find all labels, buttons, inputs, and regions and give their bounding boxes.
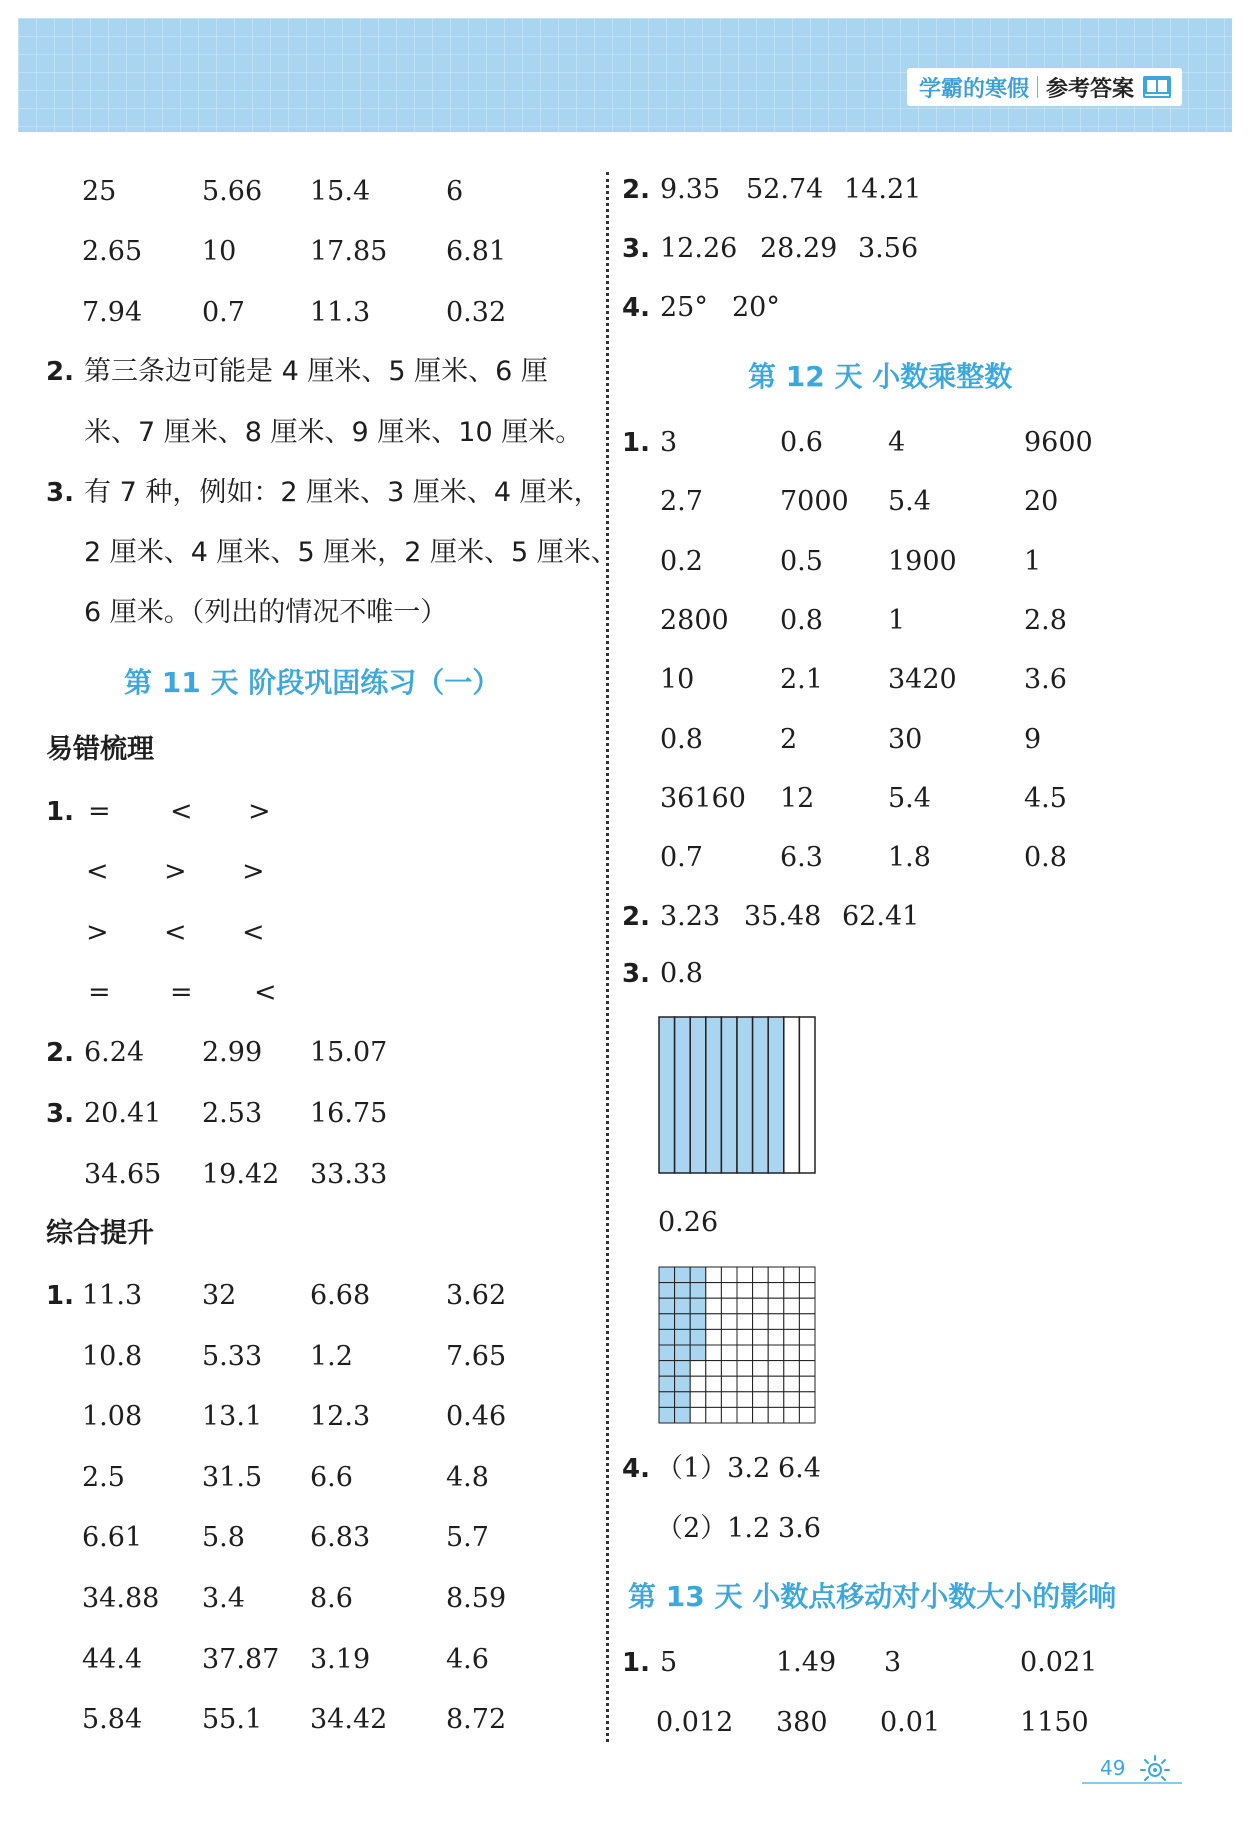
shaded-cell xyxy=(675,1298,691,1314)
shaded-strip xyxy=(737,1017,753,1173)
value-cell: 6.24 xyxy=(84,1037,145,1068)
empty-cell xyxy=(721,1283,737,1299)
empty-cell xyxy=(737,1392,753,1408)
question-number: 3. xyxy=(622,234,650,264)
value-cell: 0.7 xyxy=(660,842,703,874)
value-cell: 2.1 xyxy=(780,664,823,696)
value-cell: 25 xyxy=(82,176,117,207)
question-number: 2. xyxy=(46,1038,74,1068)
empty-cell xyxy=(690,1376,706,1392)
empty-cell xyxy=(784,1392,800,1408)
shaded-cell xyxy=(659,1329,675,1345)
value-cell: 0.8 xyxy=(780,604,823,636)
value-cell: 1.49 xyxy=(776,1647,837,1678)
question-number: 1. xyxy=(46,1281,74,1311)
value-cell: 31.5 xyxy=(202,1461,263,1493)
shaded-cell xyxy=(675,1267,691,1283)
value-cell: < xyxy=(242,917,265,948)
value-cell: 11.3 xyxy=(82,1280,143,1311)
empty-cell xyxy=(721,1298,737,1314)
value-cell: 0.6 xyxy=(780,427,823,458)
shaded-cell xyxy=(675,1345,691,1361)
empty-cell xyxy=(737,1314,753,1330)
value-cell: > xyxy=(164,856,187,887)
column-divider xyxy=(606,172,609,1742)
value-cell: 1.08 xyxy=(82,1401,143,1433)
empty-cell xyxy=(768,1376,784,1392)
value-cell: 1.2 xyxy=(310,1340,353,1372)
value-cell: 3420 xyxy=(888,664,957,696)
value-cell: 3.4 xyxy=(202,1583,245,1614)
value-cell: 0.46 xyxy=(446,1401,507,1433)
answer-text: 2 厘米、4 厘米、5 厘米，2 厘米、5 厘米、 xyxy=(84,537,618,568)
value-cell: 1 xyxy=(888,604,906,636)
header-label xyxy=(907,68,1182,106)
value-cell: 0.01 xyxy=(880,1707,941,1738)
shaded-cell xyxy=(675,1392,691,1408)
value-cell: 5.4 xyxy=(888,782,931,814)
value-cell: 25° xyxy=(660,292,708,323)
value-cell: 1.8 xyxy=(888,842,931,874)
answer-text: 有 7 种，例如：2 厘米、3 厘米、4 厘米， xyxy=(84,477,601,508)
value-cell: 3.62 xyxy=(446,1280,507,1311)
question-number: 2. xyxy=(622,902,650,932)
value-cell: 2.5 xyxy=(82,1461,125,1493)
value-cell: < xyxy=(170,796,193,827)
empty-cell xyxy=(753,1267,769,1283)
value-cell: 33.33 xyxy=(310,1159,388,1190)
section-heading-day11: 第 11 天 阶段巩固练习（一） xyxy=(124,666,501,699)
answer-text: 6 厘米。（列出的情况不唯一） xyxy=(84,597,448,628)
shaded-strip xyxy=(768,1017,784,1173)
value-cell: 32 xyxy=(202,1280,237,1311)
empty-cell xyxy=(784,1376,800,1392)
question-number: 1. xyxy=(622,428,650,458)
empty-cell xyxy=(753,1407,769,1423)
empty-cell xyxy=(753,1361,769,1377)
shaded-cell xyxy=(675,1314,691,1330)
value-cell: 15.07 xyxy=(310,1037,388,1068)
value-cell: 3.56 xyxy=(858,233,919,264)
value-cell: 15.4 xyxy=(310,176,371,207)
value-cell: 5.4 xyxy=(888,486,931,518)
value-cell: 0.8 xyxy=(660,723,703,755)
value-cell: 9 xyxy=(1024,723,1042,755)
value-cell: 7000 xyxy=(780,486,849,518)
value-cell: 3.6 xyxy=(778,1513,821,1544)
value-cell: 8.6 xyxy=(310,1583,353,1614)
page-number-underline xyxy=(1082,1782,1182,1784)
empty-cell xyxy=(768,1329,784,1345)
value-cell: 30 xyxy=(888,723,923,755)
section-heading-day13: 第 13 天 小数点移动对小数大小的影响 xyxy=(628,1580,1117,1613)
value-cell: 3.23 xyxy=(660,901,721,932)
value-cell: 2.8 xyxy=(1024,604,1067,636)
empty-cell xyxy=(753,1392,769,1408)
empty-cell xyxy=(706,1376,722,1392)
value-cell: 5.7 xyxy=(446,1522,489,1554)
shaded-cell xyxy=(659,1392,675,1408)
shaded-cell xyxy=(690,1314,706,1330)
value-cell: 0.26 xyxy=(658,1207,719,1238)
shaded-cell xyxy=(659,1407,675,1423)
empty-cell xyxy=(784,1283,800,1299)
value-cell: 3.19 xyxy=(310,1643,371,1675)
value-cell: 0.5 xyxy=(780,545,823,577)
value-cell: 4.8 xyxy=(446,1461,489,1493)
shaded-strip xyxy=(753,1017,769,1173)
page-header xyxy=(18,18,1232,132)
value-cell: 0.012 xyxy=(656,1707,734,1738)
value-cell: 12.26 xyxy=(660,233,738,264)
value-cell: 11.3 xyxy=(310,297,371,328)
value-cell: 34.42 xyxy=(310,1704,388,1736)
value-cell: 5 xyxy=(660,1647,678,1678)
empty-cell xyxy=(706,1345,722,1361)
shaded-cell xyxy=(659,1298,675,1314)
value-cell: 7.94 xyxy=(82,297,143,328)
shaded-cell xyxy=(690,1267,706,1283)
shaded-cell xyxy=(675,1329,691,1345)
value-cell: 10 xyxy=(202,236,237,267)
empty-cell xyxy=(768,1407,784,1423)
shaded-cell xyxy=(675,1283,691,1299)
empty-cell xyxy=(784,1407,800,1423)
empty-cell xyxy=(768,1267,784,1283)
value-cell: > xyxy=(86,917,109,948)
section-heading-day12: 第 12 天 小数乘整数 xyxy=(748,360,1013,393)
value-cell: 20 xyxy=(1024,486,1059,518)
value-cell: 5.66 xyxy=(202,176,263,207)
value-cell: 1 xyxy=(1024,545,1042,577)
series-title: 学霸的寒假 xyxy=(918,76,1029,102)
empty-cell xyxy=(753,1345,769,1361)
empty-cell xyxy=(768,1314,784,1330)
page-number: 49 xyxy=(1100,1756,1126,1780)
question-number: 4. xyxy=(622,293,650,323)
value-cell: 9600 xyxy=(1024,427,1093,458)
value-cell: 3.6 xyxy=(1024,664,1067,696)
empty-cell xyxy=(768,1283,784,1299)
empty-cell xyxy=(784,1329,800,1345)
empty-cell xyxy=(784,1314,800,1330)
value-cell: = xyxy=(170,977,193,1008)
empty-cell xyxy=(753,1298,769,1314)
empty-cell xyxy=(799,1345,815,1361)
shaded-strip xyxy=(690,1017,706,1173)
empty-cell xyxy=(706,1392,722,1408)
value-cell: 12.3 xyxy=(310,1401,371,1433)
value-cell: 34.88 xyxy=(82,1583,160,1614)
shaded-cell xyxy=(659,1314,675,1330)
value-cell: 6 xyxy=(446,176,464,207)
empty-cell xyxy=(706,1283,722,1299)
value-cell: 8.59 xyxy=(446,1583,507,1614)
empty-cell xyxy=(768,1298,784,1314)
empty-cell xyxy=(799,1392,815,1408)
value-cell: 13.1 xyxy=(202,1401,263,1433)
value-cell: 8.72 xyxy=(446,1704,507,1736)
empty-cell xyxy=(706,1329,722,1345)
value-cell: 10.8 xyxy=(82,1340,143,1372)
answer-text: 米、7 厘米、8 厘米、9 厘米、10 厘米。 xyxy=(84,417,583,448)
value-cell: 6.6 xyxy=(310,1461,353,1493)
value-cell: 5.8 xyxy=(202,1522,245,1554)
empty-cell xyxy=(737,1361,753,1377)
value-cell: 380 xyxy=(776,1707,828,1738)
answer-text: （2）1.2 xyxy=(656,1513,771,1544)
value-cell: 2 xyxy=(780,723,798,755)
value-cell: 35.48 xyxy=(744,901,822,932)
hundredths-grid xyxy=(658,1266,816,1426)
shaded-cell xyxy=(690,1298,706,1314)
empty-cell xyxy=(721,1392,737,1408)
empty-cell xyxy=(799,1361,815,1377)
shaded-cell xyxy=(675,1376,691,1392)
value-cell: 5.33 xyxy=(202,1340,263,1372)
value-cell: < xyxy=(86,856,109,887)
empty-cell xyxy=(768,1392,784,1408)
value-cell: 3 xyxy=(884,1647,902,1678)
question-number: 3. xyxy=(622,959,650,989)
value-cell: 20° xyxy=(732,292,780,323)
value-cell: 20.41 xyxy=(84,1098,162,1129)
empty-cell xyxy=(737,1298,753,1314)
value-cell: 2800 xyxy=(660,604,729,636)
empty-cell xyxy=(737,1345,753,1361)
empty-cell xyxy=(690,1361,706,1377)
empty-cell xyxy=(706,1314,722,1330)
value-cell: 2.65 xyxy=(82,236,143,267)
value-cell: 10 xyxy=(660,664,695,696)
shaded-cell xyxy=(659,1361,675,1377)
value-cell: 2.99 xyxy=(202,1037,263,1068)
value-cell: 6.68 xyxy=(310,1280,371,1311)
empty-cell xyxy=(799,1283,815,1299)
value-cell: 0.8 xyxy=(660,958,703,989)
value-cell: 55.1 xyxy=(202,1704,263,1736)
shaded-strip xyxy=(706,1017,722,1173)
value-cell: < xyxy=(164,917,187,948)
sun-icon xyxy=(1138,1752,1172,1782)
shaded-cell xyxy=(690,1345,706,1361)
shaded-strip xyxy=(721,1017,737,1173)
empty-cell xyxy=(799,1267,815,1283)
value-cell: 28.29 xyxy=(760,233,838,264)
empty-cell xyxy=(721,1267,737,1283)
value-cell: 0.2 xyxy=(660,545,703,577)
empty-cell xyxy=(768,1345,784,1361)
empty-strip xyxy=(799,1017,815,1173)
value-cell: 4 xyxy=(888,427,906,458)
empty-cell xyxy=(799,1314,815,1330)
value-cell: 34.65 xyxy=(84,1159,162,1190)
value-cell: 0.7 xyxy=(202,297,245,328)
value-cell: 5.84 xyxy=(82,1704,143,1736)
empty-cell xyxy=(737,1407,753,1423)
value-cell: 1150 xyxy=(1020,1707,1089,1738)
value-cell: 4.6 xyxy=(446,1643,489,1675)
empty-cell xyxy=(799,1376,815,1392)
value-cell: 17.85 xyxy=(310,236,388,267)
value-cell: 6.4 xyxy=(778,1453,821,1484)
value-cell: 2.7 xyxy=(660,486,703,518)
empty-cell xyxy=(690,1407,706,1423)
value-cell: 9.35 xyxy=(660,174,721,205)
empty-cell xyxy=(737,1283,753,1299)
empty-cell xyxy=(784,1345,800,1361)
question-number: 4. xyxy=(622,1454,650,1484)
empty-cell xyxy=(721,1407,737,1423)
question-number: 3. xyxy=(46,1099,74,1129)
empty-cell xyxy=(799,1407,815,1423)
empty-cell xyxy=(721,1314,737,1330)
empty-cell xyxy=(706,1407,722,1423)
value-cell: 7.65 xyxy=(446,1340,507,1372)
value-cell: 0.021 xyxy=(1020,1647,1098,1678)
question-number: 3. xyxy=(46,478,74,508)
value-cell: 3 xyxy=(660,427,678,458)
value-cell: 6.83 xyxy=(310,1522,371,1554)
subsection-heading: 综合提升 xyxy=(46,1218,154,1249)
shaded-cell xyxy=(675,1361,691,1377)
value-cell: 16.75 xyxy=(310,1098,388,1129)
empty-cell xyxy=(721,1329,737,1345)
value-cell: 0.8 xyxy=(1024,842,1067,874)
value-cell: 4.5 xyxy=(1024,782,1067,814)
empty-cell xyxy=(753,1283,769,1299)
empty-strip xyxy=(784,1017,800,1173)
shaded-cell xyxy=(690,1283,706,1299)
value-cell: 12 xyxy=(780,782,815,814)
empty-cell xyxy=(799,1329,815,1345)
shaded-cell xyxy=(659,1345,675,1361)
empty-cell xyxy=(706,1361,722,1377)
empty-cell xyxy=(768,1361,784,1377)
empty-cell xyxy=(721,1361,737,1377)
empty-cell xyxy=(784,1298,800,1314)
shaded-cell xyxy=(690,1329,706,1345)
value-cell: 19.42 xyxy=(202,1159,280,1190)
value-cell: 1900 xyxy=(888,545,957,577)
question-number: 2. xyxy=(622,175,650,205)
value-cell: = xyxy=(88,977,111,1008)
value-cell: 6.81 xyxy=(446,236,507,267)
shaded-strip xyxy=(659,1017,675,1173)
shaded-cell xyxy=(659,1283,675,1299)
empty-cell xyxy=(737,1267,753,1283)
question-number: 1. xyxy=(622,1648,650,1678)
empty-cell xyxy=(690,1392,706,1408)
subsection-heading: 易错梳理 xyxy=(46,734,154,765)
header-separator xyxy=(1037,76,1038,98)
empty-cell xyxy=(784,1267,800,1283)
value-cell: < xyxy=(254,977,277,1008)
empty-cell xyxy=(784,1361,800,1377)
empty-cell xyxy=(706,1298,722,1314)
shaded-cell xyxy=(659,1267,675,1283)
empty-cell xyxy=(753,1314,769,1330)
value-cell: 6.3 xyxy=(780,842,823,874)
value-cell: 0.32 xyxy=(446,297,507,328)
section-title: 参考答案 xyxy=(1045,76,1134,102)
value-cell: 14.21 xyxy=(844,174,922,205)
empty-cell xyxy=(753,1329,769,1345)
value-cell: 37.87 xyxy=(202,1643,280,1675)
value-cell: = xyxy=(88,796,111,827)
value-cell: 62.41 xyxy=(842,901,920,932)
value-cell: 52.74 xyxy=(746,174,824,205)
shaded-cell xyxy=(659,1376,675,1392)
tenths-grid xyxy=(658,1016,816,1176)
question-number: 1. xyxy=(46,797,74,827)
value-cell: > xyxy=(248,796,271,827)
shaded-cell xyxy=(675,1407,691,1423)
value-cell: 2.53 xyxy=(202,1098,263,1129)
value-cell: 6.61 xyxy=(82,1522,143,1554)
empty-cell xyxy=(753,1376,769,1392)
book-icon xyxy=(1142,75,1172,99)
empty-cell xyxy=(721,1376,737,1392)
answer-text: 第三条边可能是 4 厘米、5 厘米、6 厘 xyxy=(84,356,548,387)
empty-cell xyxy=(799,1298,815,1314)
empty-cell xyxy=(737,1329,753,1345)
answer-text: （1）3.2 xyxy=(656,1453,771,1484)
empty-cell xyxy=(721,1345,737,1361)
value-cell: 44.4 xyxy=(82,1643,143,1675)
shaded-strip xyxy=(675,1017,691,1173)
value-cell: > xyxy=(242,856,265,887)
value-cell: 36160 xyxy=(660,782,746,814)
empty-cell xyxy=(706,1267,722,1283)
empty-cell xyxy=(737,1376,753,1392)
question-number: 2. xyxy=(46,357,74,387)
